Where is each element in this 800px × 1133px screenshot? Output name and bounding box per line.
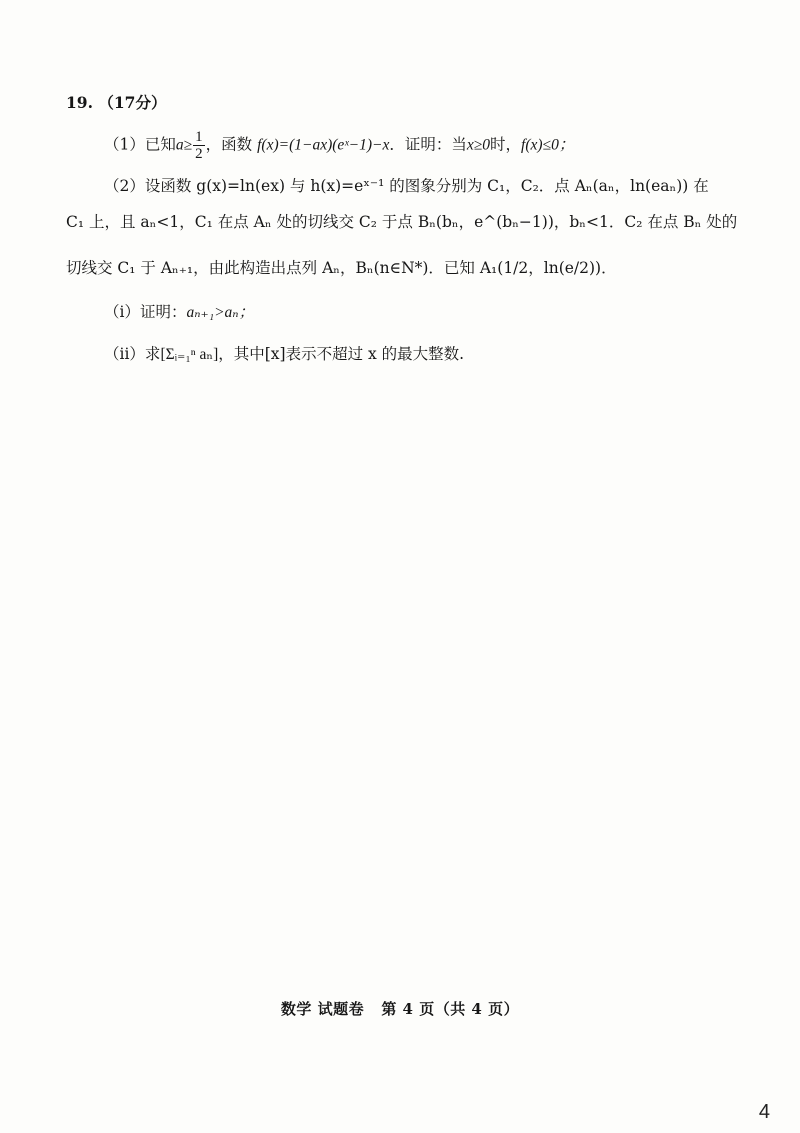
part1-text-d: 时， [490,135,522,154]
problem-header [66,93,166,113]
sum-expression: [Σᵢ₌₁ⁿ aₙ] [160,346,219,363]
part1-label: （1） [104,135,145,154]
part2-label: （2） [104,177,145,195]
half-fraction [193,129,205,162]
subpart-i-line [104,302,254,323]
fraction-denominator: 2 [195,146,203,162]
part1-cond-var: a [175,136,184,154]
subpart-ii-text-b: ，其中[x]表示不超过 x 的最大整数. [218,345,465,363]
part2-line1-text: 设函数 g(x)=ln(ex) 与 h(x)=eˣ⁻¹ 的图象分别为 C₁，C₂．点 Aₙ(aₙ，ln(eaₙ)) 在 [144,177,709,195]
part1-cond-rel: ≥ [183,136,193,154]
part1-claim: f(x)≤0； [521,136,575,154]
subpart-ii-line [104,344,464,365]
problem-score: （17分） [98,93,167,112]
footer-page: 第 4 页（共 4 页） [381,1000,520,1018]
footer-subject: 数学 [280,1000,312,1018]
part2-line-2: C₁ 上，且 aₙ<1，C₁ 在点 Aₙ 处的切线交 C₂ 于点 Bₙ(bₙ，e^(bₙ−1))，bₙ<1．C₂ 在点 Bₙ 处的 [66,213,738,231]
part1-text-b: ，函数 [205,135,253,154]
subpart-i-text: 证明： [139,303,187,321]
part2-line-3: 切线交 C₁ 于 Aₙ₊₁，由此构造出点列 Aₙ，Bₙ(n∈N*)．已知 A₁(1/2，ln(e/2))． [66,259,617,277]
footer-paper: 试题卷 [317,1000,365,1018]
fraction-numerator: 1 [195,129,203,145]
subpart-i-claim: aₙ₊₁>aₙ； [186,304,255,321]
page-footer [0,998,800,1019]
subpart-i-label: （i） [104,303,140,321]
when-condition: x≥0 [466,136,491,154]
subpart-ii-text-a: 求 [144,345,161,363]
subpart-ii-label: （ii） [104,345,145,363]
part2-line-1 [104,176,709,196]
function-expression: f(x)=(1−ax)(eˣ−1)−x [257,136,390,154]
part1-line [104,129,574,162]
problem-number: 19. [66,93,93,112]
corner-page-number: 4 [758,1101,770,1123]
part1-text-a: 已知 [144,135,176,154]
part1-text-c: ．证明：当 [389,135,467,154]
